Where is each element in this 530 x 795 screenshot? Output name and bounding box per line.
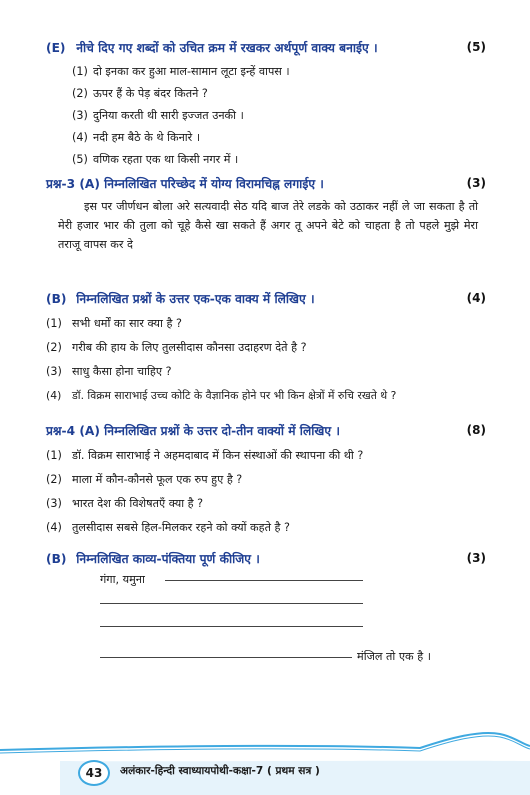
section-e-heading <box>46 39 486 56</box>
list-item: (3) दुनिया करती थी सारी इज्जत उनकी । <box>72 109 244 122</box>
list-item: (3) भारत देश की विशेषतएँ क्या है ? <box>46 497 204 510</box>
list-item: (4) नदी हम बैठे के थे किनारे । <box>72 131 201 144</box>
poem-line-1-start: गंगा, यमुना <box>100 573 145 586</box>
book-title: अलंकार-हिन्दी स्वाध्यायपोथी-कक्षा-7 ( प्रथम सत्र ) <box>120 765 320 777</box>
blank-line-4[interactable] <box>100 657 352 658</box>
question-4b-heading: (B) निम्नलिखित काव्य-पंक्तिया पूर्ण कीजिए । <box>46 552 260 566</box>
blank-line-1[interactable] <box>165 580 363 581</box>
list-item: (4) तुलसीदास सबसे हिल-मिलकर रहने को क्यों कहते है ? <box>46 521 290 534</box>
blank-line-2[interactable] <box>100 603 363 604</box>
list-item: (2) माला में कौन-कौनसे फूल एक रुप हुए है ? <box>46 473 243 486</box>
section-e-label: (E) <box>46 41 66 55</box>
list-item: (2) ऊपर हैं के पेड़ बंदर कितने ? <box>72 87 208 100</box>
question-4a-marks: (8) <box>466 423 486 437</box>
question-3a-heading: प्रश्न-3 (A) निम्नलिखित परिच्छेद में योग्य विरामचिह्न लगाईए । <box>46 177 324 191</box>
question-4b-marks: (3) <box>466 551 486 565</box>
list-item: (4) डॉ. विक्रम साराभाई उच्च कोटि के वैज्ञानिक होने पर भी किन क्षेत्रों में रुचि रखते थे ? <box>46 389 397 402</box>
list-item: (1) दो इनका कर हुआ माल-सामान लूटा इन्हें वापस । <box>72 65 290 78</box>
question-4a-heading: प्रश्न-4 (A) निम्नलिखित प्रश्नों के उत्तर दो-तीन वाक्यों में लिखिए । <box>46 424 340 438</box>
list-item: (3) साधु कैसा होना चाहिए ? <box>46 365 172 378</box>
blank-line-3[interactable] <box>100 626 363 627</box>
punctuation-paragraph: इस पर जीर्णधन बोला अरे सत्यवादी सेठ यदि बाज तेरे लडके को उठाकर नहीं ले जा सकता है तो मेरी हजार भार की तुला को चूहे कैसे खा सकते हैं अगर तू अपने बेटे को चाहता है तो पहले मुझे मेरा तराजू वापस कर दे <box>58 200 478 251</box>
page-number: 43 <box>78 760 110 786</box>
question-3a-marks: (3) <box>466 176 486 190</box>
list-item: (5) वणिक रहता एक था किसी नगर में । <box>72 153 239 166</box>
question-3b-heading: (B) निम्नलिखित प्रश्नों के उत्तर एक-एक वाक्य में लिखिए । <box>46 292 315 306</box>
section-e-marks: (5) <box>466 40 486 54</box>
list-item: (1) सभी धर्मों का सार क्या है ? <box>46 317 182 330</box>
list-item: (1) डॉ. विक्रम साराभाई ने अहमदाबाद में किन संस्थाओं की स्थापना की थी ? <box>46 449 364 462</box>
section-e-title: नीचे दिए गए शब्दों को उचित क्रम में रखकर अर्थपूर्ण वाक्य बनाईए । <box>76 41 378 55</box>
poem-line-4-end: मंजिल तो एक है । <box>357 650 431 663</box>
question-3b-marks: (4) <box>466 291 486 305</box>
list-item: (2) गरीब की हाय के लिए तुलसीदास कौनसा उदाहरण देते है ? <box>46 341 307 354</box>
footer-wave-decoration <box>0 720 530 795</box>
